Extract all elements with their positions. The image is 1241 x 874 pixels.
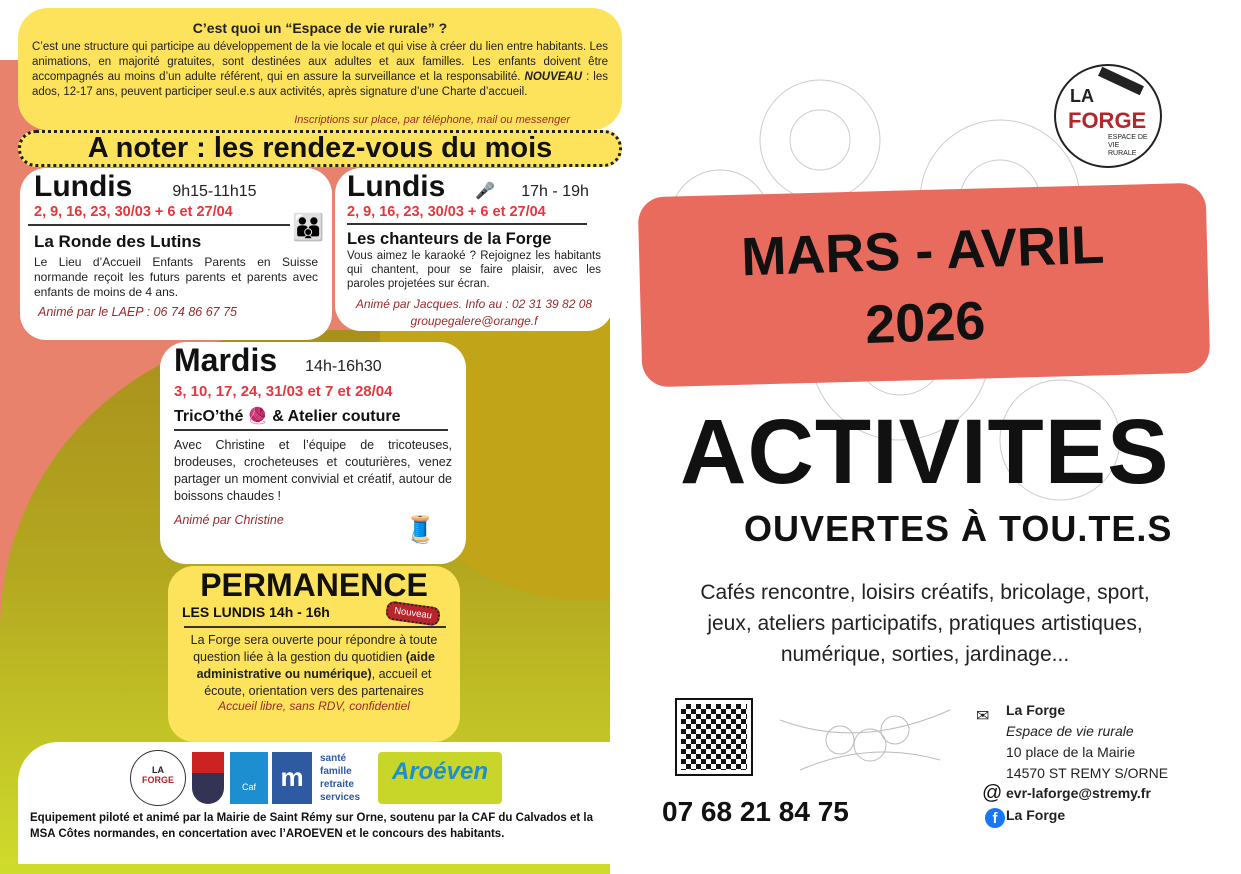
partner-logo-caf: Caf — [230, 752, 268, 804]
event-description: Vous aimez le karaoké ? Rejoignez les habitants qui chantent, pour se faire plaisir, avec les paroles projetées sur écran. — [347, 250, 601, 290]
permanence-note: Accueil libre, sans RDV, confidentiel — [218, 699, 410, 713]
period-label — [638, 205, 1211, 369]
la-forge-logo — [1054, 64, 1162, 168]
msa-line: retraite — [320, 779, 354, 790]
event-day: Lundis — [34, 170, 133, 203]
event-card-tricothe — [160, 342, 466, 564]
footer-credits: Equipement piloté et animé par la Mairie de Saint Rémy sur Orne, soutenu par la CAF du Calvados et la MSA Côtes normandes, en concertation avec l’AROEVEN et le concours des habitants. — [30, 812, 593, 840]
intro-text — [32, 40, 608, 100]
permanence-schedule: LES LUNDIS 14h - 16h — [182, 604, 330, 620]
contact-facebook[interactable]: La Forge — [1006, 807, 1066, 823]
logo-text: FORGE — [141, 775, 174, 785]
inscriptions-note: Inscriptions sur place, par téléphone, mail ou messenger — [294, 114, 570, 126]
event-animator: Animé par Christine — [174, 513, 284, 527]
intro-title: C’est quoi un “Espace de vie rurale” ? — [192, 20, 448, 36]
msa-line: santé — [320, 753, 347, 764]
event-title: Les chanteurs de la Forge — [347, 230, 552, 248]
event-time: 14h-16h30 — [305, 358, 382, 375]
logo-forge: FORGE — [1068, 108, 1147, 133]
floral-sprig-illustration — [770, 700, 960, 780]
logo-subtitle: ESPACE DE VIE RURALE — [1108, 134, 1148, 157]
sewing-machine-icon: 🧵 — [404, 514, 437, 544]
at-icon: @ — [982, 782, 1003, 804]
new-text: : les ados, 12-17 ans, peuvent participer seul.e.s aux activités, après signature d’une Charte d’accueil. — [32, 71, 608, 98]
permanence-box — [168, 566, 460, 742]
msa-line: services — [320, 792, 361, 803]
contact-name: La Forge — [1006, 702, 1066, 718]
facebook-icon[interactable]: f — [985, 808, 1005, 828]
contact-block — [1006, 700, 1168, 784]
partner-logo-msa: m — [272, 752, 312, 804]
subheadline: OUVERTES À TOU.TE.S — [744, 508, 1173, 549]
partner-logo-aroeven: Aroéven — [378, 752, 502, 804]
contact-email[interactable]: evr-laforge@stremy.fr — [1006, 785, 1151, 801]
permanence-text-2: , accueil et écoute, orientation vers des partenaires — [204, 667, 432, 698]
intro-paragraph: C’est une structure qui participe au développement de la vie locale et qui vise à créer du lien entre habitants. Les animations, en majorité gratuites, sont destinées aux adultes et aux familles. Les enfants doivent être accompagnés au moins d’un adulte référent, qui en assure la surveillance et la responsabilité. — [32, 41, 608, 83]
logo-text: LA — [152, 765, 164, 775]
permanence-text-bold: (aide administrative ou numérique) — [196, 650, 435, 681]
logo-la: LA — [1070, 86, 1094, 106]
qr-code[interactable] — [677, 700, 751, 774]
knitting-icon: 🧶 — [247, 408, 268, 425]
contact-address-1: 10 place de la Mairie — [1006, 744, 1136, 760]
event-dates: 2, 9, 16, 23, 30/03 + 6 et 27/04 — [347, 204, 546, 220]
activities-summary: Cafés rencontre, loisirs créatifs, bricolage, sport, jeux, ateliers participatifs, pratiques artistiques, numérique, sorties, jardinage... — [700, 581, 1150, 666]
envelope-icon: ✉ — [976, 708, 990, 725]
event-animator: Animé par Jacques. Info au : 02 31 39 82 08 — [355, 297, 593, 311]
headline: ACTIVITES — [680, 401, 1170, 503]
event-dates: 2, 9, 16, 23, 30/03 + 6 et 27/04 — [34, 204, 233, 220]
partner-logo-laforge — [130, 750, 186, 806]
event-time: 9h15-11h15 — [172, 183, 257, 200]
phone-number[interactable]: 07 68 21 84 75 — [662, 796, 849, 827]
divider — [184, 626, 446, 628]
new-badge: Nouveau — [385, 600, 441, 626]
event-title-2: & Atelier couture — [272, 408, 401, 425]
event-card-lutins — [20, 168, 332, 340]
parents-icon: 👪 — [292, 212, 325, 242]
event-animator: Animé par le LAEP : 06 74 86 67 75 — [38, 305, 237, 319]
period-months: MARS - AVRIL — [740, 214, 1106, 288]
event-title: La Ronde des Lutins — [34, 232, 202, 251]
month-banner: A noter : les rendez-vous du mois — [18, 130, 622, 167]
permanence-title: PERMANENCE — [200, 567, 428, 603]
divider — [347, 223, 587, 225]
partner-logo-saint-remy — [192, 752, 224, 804]
event-dates: 3, 10, 17, 24, 31/03 et 7 et 28/04 — [174, 383, 393, 400]
event-description: Avec Christine et l’équipe de tricoteuses, brodeuses, crocheteuses et couturières, venez partager un moment convivial et créatif, autour de boissons chaudes ! — [174, 438, 452, 503]
partners-footer — [18, 742, 612, 864]
event-day: Lundis — [347, 170, 446, 203]
event-day: Mardis — [174, 342, 278, 378]
event-card-chanteurs — [335, 168, 613, 331]
divider — [174, 429, 448, 431]
singer-icon: 🎤 — [475, 183, 496, 200]
event-time: 17h - 19h — [521, 183, 589, 200]
event-description: Le Lieu d’Accueil Enfants Parents en Suisse normande reçoit les futurs parents et parents avec enfants de moins de 4 ans. — [34, 255, 318, 299]
new-label: NOUVEAU — [524, 71, 583, 83]
msa-line: famille — [320, 766, 352, 777]
divider — [28, 224, 290, 226]
contact-subtitle: Espace de vie rurale — [1006, 723, 1134, 739]
contact-address-2: 14570 ST REMY S/ORNE — [1006, 765, 1169, 781]
permanence-text — [182, 632, 446, 700]
event-title: TricO’thé — [174, 408, 244, 425]
intro-box — [18, 8, 622, 130]
period-year: 2026 — [864, 290, 987, 356]
permanence-text-1: La Forge sera ouverte pour répondre à toute question liée à la gestion du quotidien — [190, 633, 438, 664]
msa-tagline — [320, 752, 360, 804]
event-email[interactable]: groupegalere@orange.f — [410, 314, 538, 328]
